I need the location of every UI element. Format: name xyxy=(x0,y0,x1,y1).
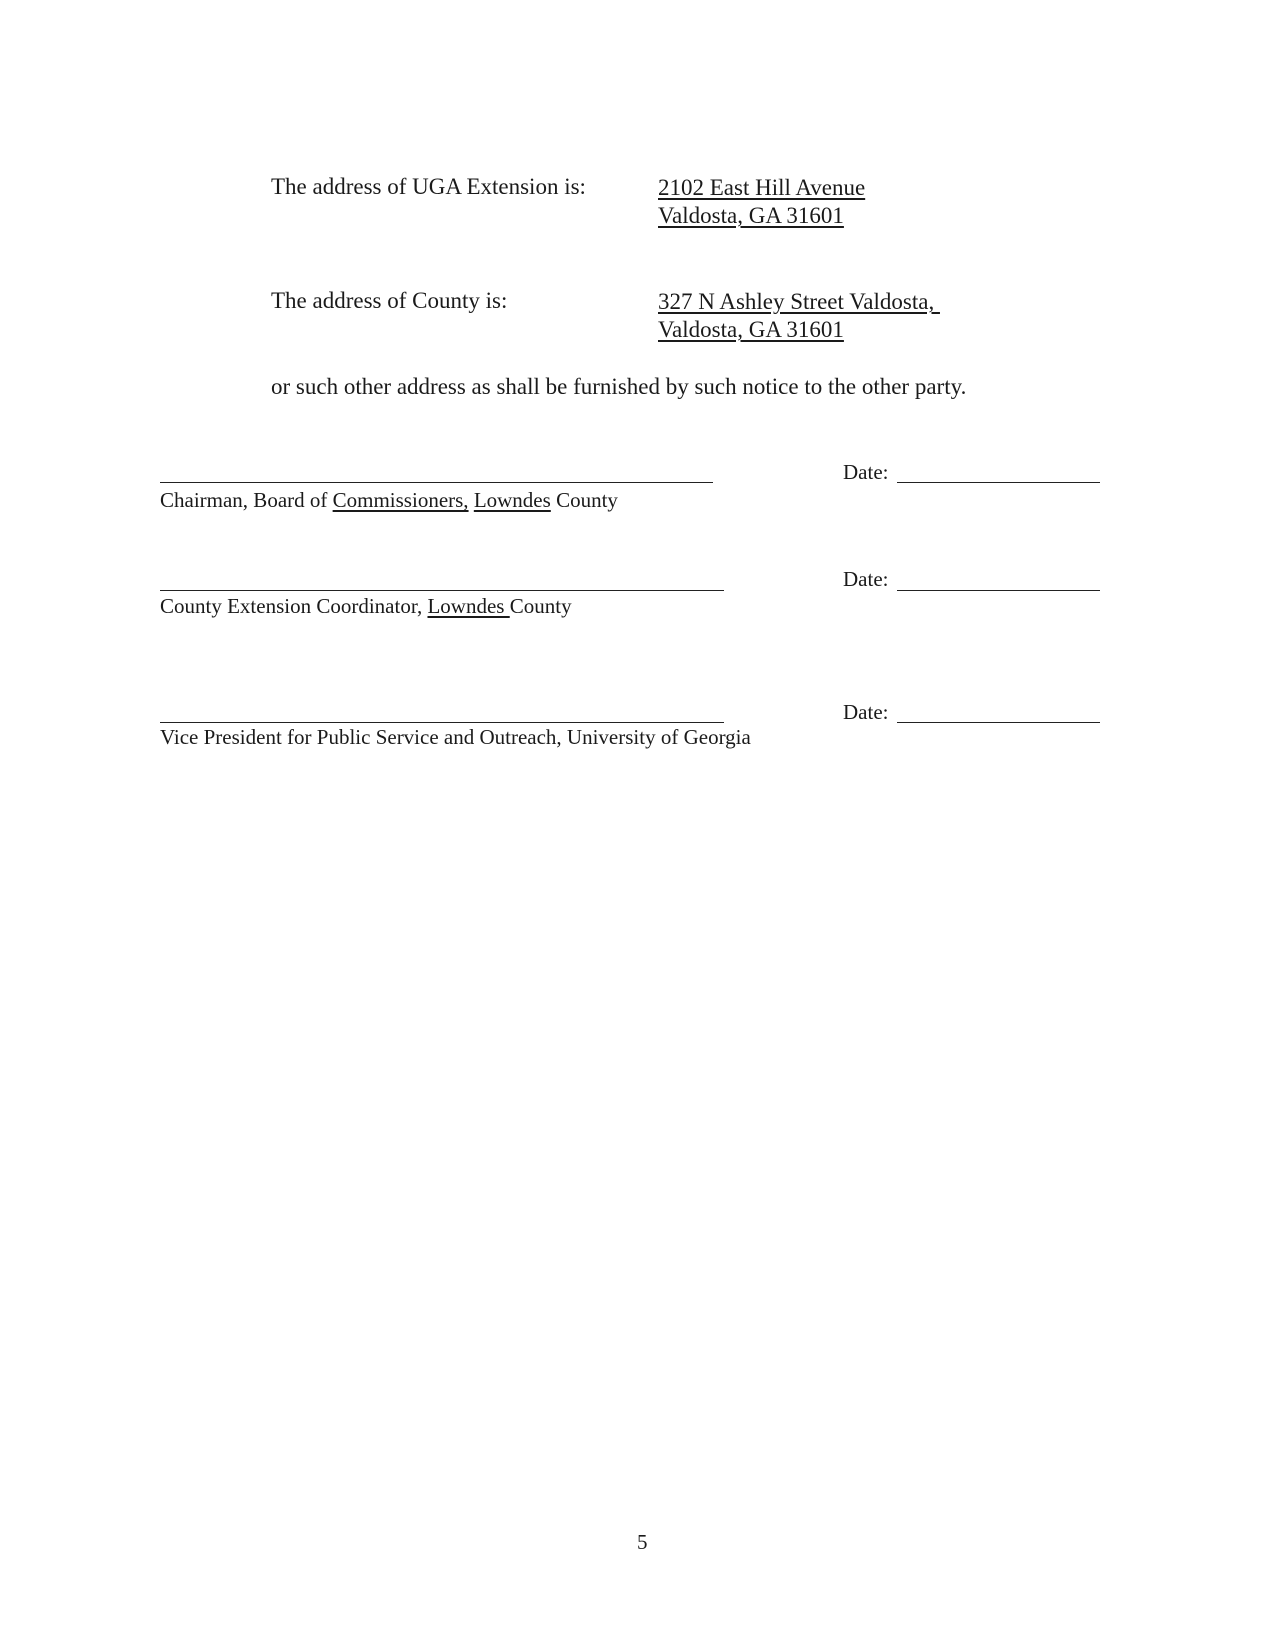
chairman-title xyxy=(160,488,618,513)
uga-address-label: The address of UGA Extension is: xyxy=(271,174,586,199)
county-address-label: The address of County is: xyxy=(271,288,508,313)
vice-president-date-line[interactable] xyxy=(897,722,1100,723)
chairman-title-part: Chairman, Board of xyxy=(160,488,333,512)
chairman-signature-line[interactable] xyxy=(160,482,713,483)
coordinator-title-county: County xyxy=(509,594,572,618)
uga-address-line1: 2102 East Hill Avenue xyxy=(658,175,866,200)
coordinator-title-part: County Extension Coordinator, xyxy=(160,594,428,618)
chairman-title-lowndes: Lowndes xyxy=(473,488,551,512)
chairman-title-county: County xyxy=(550,488,618,512)
vice-president-date-label: Date: xyxy=(843,700,889,724)
county-address-line2: Valdosta, GA 31601 xyxy=(658,317,844,342)
chairman-title-commissioners: Commissioners, xyxy=(332,488,469,512)
chairman-date-label: Date: xyxy=(843,460,889,484)
page-number: 5 xyxy=(637,1530,648,1554)
vice-president-signature-line[interactable] xyxy=(160,722,724,723)
coordinator-title-lowndes: Lowndes xyxy=(427,594,510,618)
county-address-line1: 327 N Ashley Street Valdosta, xyxy=(658,289,940,314)
coordinator-date-label: Date: xyxy=(843,567,889,591)
vice-president-title: Vice President for Public Service and Outreach, University of Georgia xyxy=(160,725,751,749)
coordinator-title xyxy=(160,594,572,619)
notice-text: or such other address as shall be furnished by such notice to the other party. xyxy=(271,374,967,399)
chairman-date-line[interactable] xyxy=(897,482,1100,483)
coordinator-date-line[interactable] xyxy=(897,590,1100,591)
coordinator-signature-line[interactable] xyxy=(160,590,724,591)
uga-address-line2: Valdosta, GA 31601 xyxy=(658,203,844,228)
